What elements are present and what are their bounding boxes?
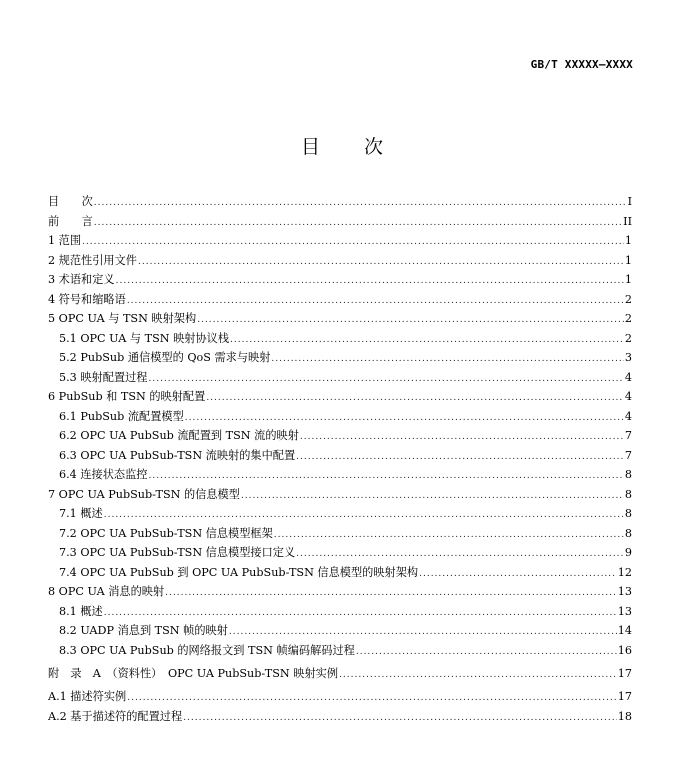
toc-entry-page: 8: [624, 507, 632, 520]
toc-entry-label: 7.2 OPC UA PubSub-TSN 信息模型框架: [59, 526, 273, 540]
toc-entry[interactable]: [48, 582, 632, 602]
dot-leader: [274, 526, 624, 546]
toc-entry[interactable]: [48, 543, 632, 563]
toc-entry-label: A.2 基于描述符的配置过程: [48, 709, 183, 723]
toc-entry-label: 前 言: [48, 214, 93, 228]
toc-entry-label: 7 OPC UA PubSub-TSN 的信息模型: [48, 487, 240, 501]
dot-leader: [339, 662, 617, 688]
toc-entry-label: 5 OPC UA 与 TSN 映射架构: [48, 312, 197, 325]
table-of-contents: [48, 192, 632, 726]
title-char-2: 次: [364, 136, 386, 158]
toc-entry-label: 8.2 UADP 消息到 TSN 帧的映射: [59, 624, 228, 637]
toc-entry-page: 9: [624, 546, 632, 559]
toc-entry-page: 17: [617, 690, 632, 703]
toc-entry-page: 8: [624, 487, 632, 501]
toc-entry[interactable]: [48, 641, 632, 661]
toc-entry[interactable]: [48, 251, 632, 271]
toc-entry[interactable]: [48, 309, 632, 329]
toc-entry-label: 4 符号和缩略语: [48, 292, 126, 306]
dot-leader: [165, 584, 617, 604]
toc-entry[interactable]: [48, 270, 632, 290]
toc-entry-label: 目 次: [48, 195, 93, 208]
toc-entry-label: A.1 描述符实例: [48, 690, 127, 703]
toc-entry-page: II: [623, 214, 632, 228]
toc-entry[interactable]: [48, 387, 632, 407]
toc-entry[interactable]: [48, 707, 632, 727]
dot-leader: [271, 350, 623, 370]
toc-entry[interactable]: [48, 602, 632, 622]
dot-leader: [148, 370, 623, 390]
toc-entry-label: 3 术语和定义: [48, 273, 115, 286]
toc-entry-page: 2: [624, 331, 632, 345]
toc-entry-page: 13: [617, 604, 632, 618]
toc-entry[interactable]: [48, 368, 632, 388]
toc-entry[interactable]: [48, 621, 632, 641]
toc-entry-label: 5.2 PubSub 通信模型的 QoS 需求与映射: [59, 351, 271, 364]
toc-entry-label: 6.1 PubSub 流配置模型: [59, 409, 184, 423]
toc-entry-page: 16: [617, 643, 632, 657]
toc-entry[interactable]: [48, 563, 632, 583]
toc-entry-label: 5.1 OPC UA 与 TSN 映射协议栈: [59, 331, 230, 345]
toc-entry-page: 2: [624, 292, 632, 306]
dot-leader: [356, 643, 617, 663]
toc-entry-label: 5.3 映射配置过程: [59, 370, 148, 384]
toc-entry-page: 4: [624, 409, 632, 423]
toc-entry-label: 7.1 概述: [59, 507, 103, 520]
toc-entry-label: 附 录 A （资料性） OPC UA PubSub-TSN 映射实例: [48, 667, 339, 680]
toc-entry-label: 1 范围: [48, 234, 82, 247]
toc-entry-page: 18: [617, 709, 632, 723]
toc-entry-page: 13: [617, 585, 632, 598]
dot-leader: [127, 292, 624, 312]
toc-entry[interactable]: [48, 407, 632, 427]
toc-entry-label: 2 规范性引用文件: [48, 253, 137, 267]
toc-entry[interactable]: [48, 348, 632, 368]
dot-leader: [241, 487, 624, 507]
toc-entry[interactable]: [48, 192, 632, 212]
toc-entry-page: 4: [624, 390, 632, 403]
toc-entry[interactable]: [48, 426, 632, 446]
toc-entry-label: 6 PubSub 和 TSN 的映射配置: [48, 390, 206, 403]
toc-entry[interactable]: [48, 465, 632, 485]
toc-entry-label: 7.4 OPC UA PubSub 到 OPC UA PubSub-TSN 信息模型的映射架构: [59, 565, 419, 579]
toc-entry-page: 7: [624, 448, 632, 462]
dot-leader: [94, 214, 622, 234]
toc-entry-page: I: [627, 195, 632, 208]
toc-entry-label: 7.3 OPC UA PubSub-TSN 信息模型接口定义: [59, 546, 296, 559]
dot-leader: [138, 253, 624, 273]
toc-entry-page: 17: [617, 667, 632, 680]
toc-entry-page: 3: [624, 351, 632, 364]
dot-leader: [127, 689, 617, 709]
toc-entry[interactable]: [48, 485, 632, 505]
page-title: [0, 132, 686, 159]
toc-entry[interactable]: [48, 329, 632, 349]
toc-entry-page: 8: [624, 526, 632, 540]
toc-entry-label: 8 OPC UA 消息的映射: [48, 585, 165, 598]
dot-leader: [230, 331, 624, 351]
dot-leader: [82, 233, 624, 253]
toc-entry[interactable]: [48, 446, 632, 466]
dot-leader: [300, 428, 624, 448]
dot-leader: [116, 272, 624, 292]
dot-leader: [419, 565, 617, 585]
toc-entry[interactable]: [48, 290, 632, 310]
dot-leader: [296, 448, 624, 468]
toc-entry-page: 14: [617, 624, 632, 637]
toc-entry-label: 6.3 OPC UA PubSub-TSN 流映射的集中配置: [59, 448, 296, 462]
toc-entry[interactable]: [48, 524, 632, 544]
toc-entry-page: 2: [624, 312, 632, 325]
document-id: GB/T XXXXX—XXXX: [530, 58, 633, 71]
toc-entry[interactable]: [48, 231, 632, 251]
toc-entry-page: 1: [624, 273, 632, 286]
dot-leader: [206, 389, 624, 409]
toc-entry-page: 1: [624, 234, 632, 247]
toc-entry-label: 6.2 OPC UA PubSub 流配置到 TSN 流的映射: [59, 429, 299, 442]
dot-leader: [94, 194, 627, 214]
toc-entry-page: 4: [624, 370, 632, 384]
dot-leader: [197, 311, 624, 331]
dot-leader: [183, 709, 617, 729]
title-char-1: 目: [300, 136, 322, 158]
toc-entry[interactable]: [48, 687, 632, 707]
toc-entry[interactable]: [48, 212, 632, 232]
toc-entry[interactable]: [48, 661, 632, 687]
toc-entry-label: 8.3 OPC UA PubSub 的网络报文到 TSN 帧编码解码过程: [59, 643, 355, 657]
toc-entry-page: 1: [624, 253, 632, 267]
toc-entry-page: 7: [624, 429, 632, 442]
toc-entry-label: 8.1 概述: [59, 604, 103, 618]
toc-entry-label: 6.4 连接状态监控: [59, 468, 148, 481]
toc-entry-page: 8: [624, 468, 632, 481]
toc-entry[interactable]: [48, 504, 632, 524]
toc-entry-page: 12: [617, 565, 632, 579]
